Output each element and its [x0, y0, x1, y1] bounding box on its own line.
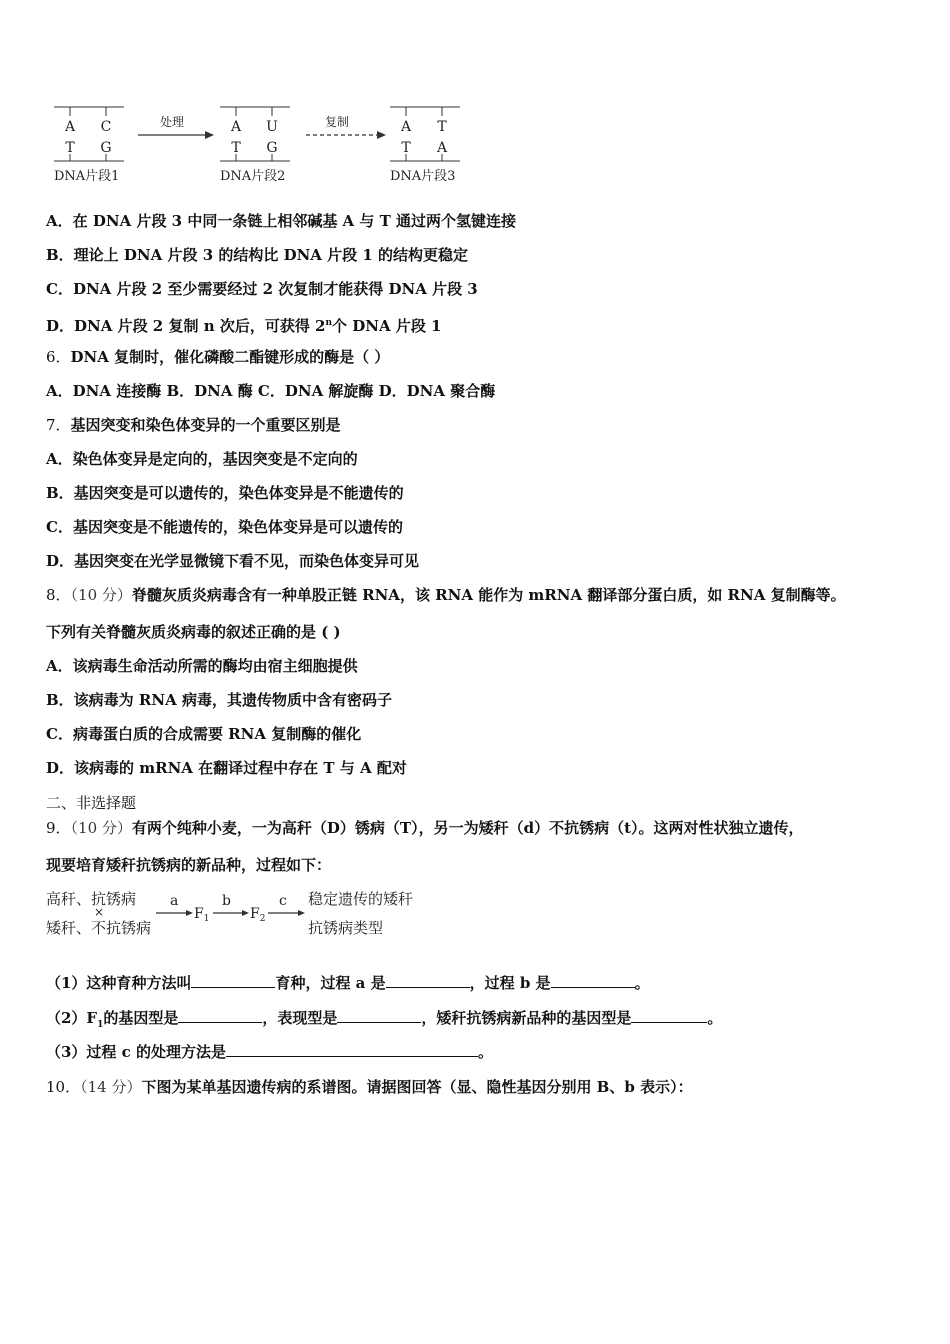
q5-option-d — [46, 313, 442, 336]
q7-option-d: D．基因突变在光学显微镜下看不见，而染色体变异可见 — [46, 552, 420, 570]
fragment-2-top-2: U — [266, 119, 278, 135]
fragment-1-bottom-1: T — [65, 140, 75, 156]
q10-stem-text: 下图为某单基因遗传病的系谱图。请据图回答（显、隐性基因分别用 B、b 表示）： — [141, 1078, 693, 1096]
fragment-3-bottom-1: T — [401, 140, 411, 156]
fragment-2-bottom-1: T — [231, 140, 241, 156]
arrow-2-head — [377, 131, 386, 139]
fragment-2-bottom-2: G — [266, 140, 278, 156]
section-heading: 二、非选择题 — [46, 794, 137, 812]
q9-stem-line2: 现要培育矮秆抗锈病的新品种，过程如下： — [46, 856, 332, 874]
q6-stem — [46, 347, 389, 367]
q8-stem-line1 — [46, 585, 846, 605]
q7-stem — [46, 415, 341, 435]
q6-stem-text: DNA 复制时，催化磷酸二酯键形成的酶是（ ） — [70, 348, 390, 366]
fragment-1-label: DNA片段1 — [54, 169, 120, 184]
cross-symbol: × — [94, 905, 105, 919]
f1-label: $F_1$ — [194, 906, 210, 924]
fragment-3-top-1: A — [400, 119, 412, 135]
answer-blank-phenotype[interactable] — [337, 1008, 421, 1023]
q8-option-c: C．病毒蛋白质的合成需要 RNA 复制酶的催化 — [46, 725, 362, 743]
q5-option-d-post: 个 DNA 片段 1 — [332, 317, 442, 335]
q5-option-a: A．在 DNA 片段 3 中同一条链上相邻碱基 A 与 T 通过两个氢键连接 — [46, 212, 517, 230]
q8-option-a: A．该病毒生命活动所需的酶均由宿主细胞提供 — [46, 657, 358, 675]
q8-stem-text1: 脊髓灰质炎病毒含有一种单股正链 RNA，该 RNA 能作为 mRNA 翻译部分蛋白质，如 RNA 复制酶等。 — [131, 586, 846, 604]
answer-blank-new-genotype[interactable] — [631, 1008, 707, 1023]
q5-option-d-pre: D．DNA 片段 2 复制 n 次后，可获得 2 — [46, 317, 326, 335]
answer-blank-breeding-method[interactable] — [191, 973, 275, 988]
q8-option-b: B．该病毒为 RNA 病毒，其遗传物质中含有密码子 — [46, 691, 392, 709]
fragment-1-top-1: A — [64, 119, 76, 135]
fragment-1-top-2: C — [100, 119, 112, 135]
step-a-arrow — [186, 910, 193, 916]
arrow-2-label: 复制 — [325, 115, 350, 129]
step-b-arrow — [242, 910, 249, 916]
fragment-3-top-2: T — [437, 119, 447, 135]
q8-option-d: D．该病毒的 mRNA 在翻译过程中存在 T 与 A 配对 — [46, 759, 407, 777]
arrow-1-head — [205, 131, 214, 139]
fragment-3-label: DNA片段3 — [390, 169, 456, 184]
fragment-2-label: DNA片段2 — [220, 169, 286, 184]
q7-stem-text: 基因突变和染色体变异的一个重要区别是 — [70, 416, 341, 434]
dna-fragment-2 — [220, 107, 290, 184]
q9-subquestion-3: （3）过程 c 的处理方法是 。 — [46, 1043, 494, 1061]
f2-label: $F_2$ — [250, 906, 266, 924]
q7-option-c: C．基因突变是不能遗传的，染色体变异是可以遗传的 — [46, 518, 403, 536]
q6-number: 6． — [46, 348, 71, 366]
q5-option-c: C．DNA 片段 2 至少需要经过 2 次复制才能获得 DNA 片段 3 — [46, 280, 478, 298]
breeding-process-figure — [46, 885, 446, 945]
step-b-label: b — [222, 893, 231, 909]
step-a-label: a — [170, 893, 179, 909]
q9-stem-line1 — [46, 818, 804, 838]
step-c-label: c — [279, 893, 287, 909]
q8-score: （10 分） — [70, 586, 132, 604]
step-c-arrow — [298, 910, 305, 916]
answer-blank-process-a[interactable] — [386, 973, 470, 988]
q7-number: 7． — [46, 416, 71, 434]
q8-stem-line2: 下列有关脊髓灰质炎病毒的叙述正确的是 ( ) — [46, 623, 341, 641]
dna-fragment-3 — [390, 107, 460, 184]
q9-subquestion-2: $(2)F_1$的基因型是 ，表现型是 ，矮秆抗锈病新品种的基因型是 。 — [46, 1009, 723, 1030]
q6-options: A．DNA 连接酶 B．DNA 酶 C．DNA 解旋酶 D．DNA 聚合酶 — [46, 382, 496, 400]
dna-fragment-1 — [54, 107, 124, 184]
answer-blank-process-c-method[interactable] — [226, 1042, 478, 1057]
fragment-3-bottom-2: A — [436, 140, 448, 156]
result-line-2: 抗锈病类型 — [308, 919, 384, 937]
answer-blank-f1-genotype[interactable] — [178, 1008, 262, 1023]
q5-option-d-sup: n — [325, 318, 333, 328]
q9-score: （10 分） — [70, 819, 132, 837]
q7-option-b: B．基因突变是可以遗传的，染色体变异是不能遗传的 — [46, 484, 404, 502]
result-line-1: 稳定遗传的矮秆 — [308, 890, 414, 908]
q10-stem — [46, 1077, 693, 1097]
q10-number: 10． — [46, 1078, 81, 1096]
fragment-2-top-1: A — [230, 119, 242, 135]
q5-option-b: B．理论上 DNA 片段 3 的结构比 DNA 片段 1 的结构更稳定 — [46, 246, 469, 264]
q9-subquestion-1: （1）这种育种方法叫 育种，过程 a 是 ，过程 b 是 。 — [46, 974, 650, 992]
q9-stem-text1: 有两个纯种小麦，一为高秆（D）锈病（T），另一为矮秆（d）不抗锈病（t）。这两对性状独立遗传， — [131, 819, 804, 837]
arrow-1-label: 处理 — [160, 115, 185, 129]
dna-fragment-figure — [50, 104, 480, 184]
q9-number: 9． — [46, 819, 71, 837]
parent-1-label: 高秆、抗锈病 — [46, 890, 137, 908]
fragment-1-bottom-2: G — [100, 140, 112, 156]
q8-number: 8． — [46, 586, 71, 604]
parent-2-label: 矮秆、不抗锈病 — [46, 919, 152, 937]
q7-option-a: A．染色体变异是定向的，基因突变是不定向的 — [46, 450, 358, 468]
q10-score: （14 分） — [80, 1078, 142, 1096]
answer-blank-process-b[interactable] — [551, 973, 635, 988]
